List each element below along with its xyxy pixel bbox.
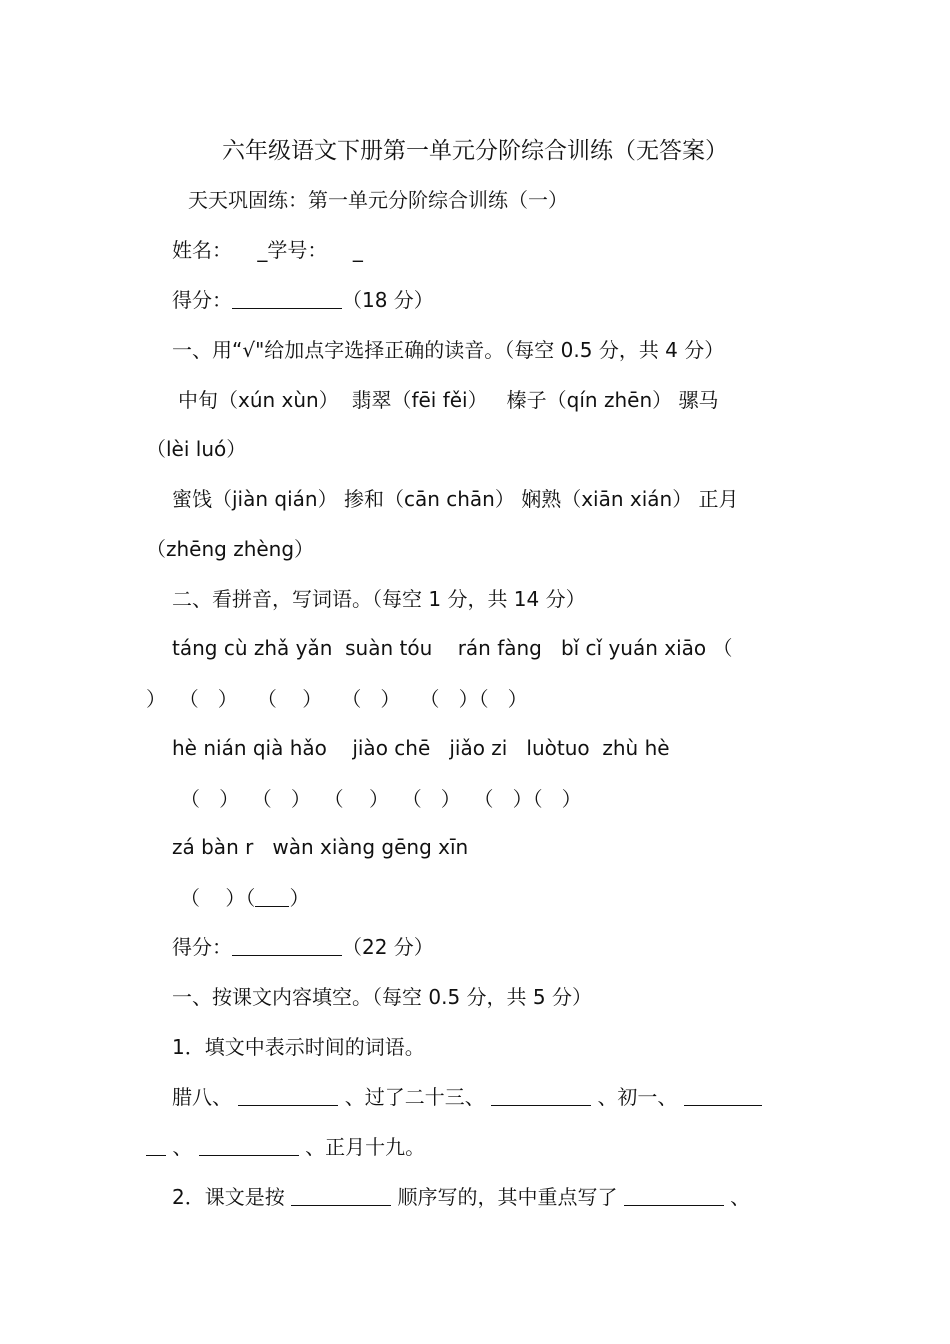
answer-blanks-row-1[interactable]: ） （ ） （ ） （ ） （ ）（ ） xyxy=(146,687,528,711)
fill-text: 腊八、 xyxy=(172,1085,232,1109)
section3-heading: 一、按课文内容填空。（每空 0.5 分，共 5 分） xyxy=(172,985,592,1009)
score-blank[interactable] xyxy=(232,286,342,309)
page-title: 六年级语文下册第一单元分阶综合训练（无答案） xyxy=(222,138,728,164)
score-points: （18 分） xyxy=(342,288,434,312)
question-1-fill-line-2 xyxy=(146,1133,425,1161)
fill-text: 、过了二十三、 xyxy=(344,1085,485,1109)
question-2 xyxy=(172,1183,750,1211)
fill-blank[interactable] xyxy=(491,1083,591,1106)
answer-blanks-row-3[interactable] xyxy=(180,884,309,912)
answer-blanks-row-2[interactable]: （ ） （ ） （ ） （ ） （ ）（ ） xyxy=(180,787,582,811)
pinyin-row-3: zá bàn r wàn xiàng gēng xīn xyxy=(172,835,469,859)
pronunciation-row-2-cont: （zhēng zhèng） xyxy=(146,537,315,561)
pronunciation-row-1: 中旬（xún xùn） 翡翠（fēi fěi） 榛子（qín zhēn） 骡马 xyxy=(178,388,719,412)
blank-open: （ ）（ xyxy=(180,886,256,910)
fill-blank[interactable] xyxy=(291,1183,391,1206)
score-line-2 xyxy=(172,933,434,961)
fill-text: 顺序写的，其中重点写了 xyxy=(397,1185,618,1209)
pronunciation-row-2: 蜜饯（jiàn qián） 掺和（cān chān） 娴熟（xiān xián） 正月 xyxy=(172,487,739,511)
fill-blank[interactable] xyxy=(624,1183,724,1206)
fill-blank[interactable] xyxy=(199,1133,299,1156)
fill-blank[interactable] xyxy=(238,1083,338,1106)
section2-heading: 二、看拼音，写词语。（每空 1 分，共 14 分） xyxy=(172,587,586,611)
score-points: （22 分） xyxy=(342,935,434,959)
fill-blank[interactable] xyxy=(146,1133,166,1156)
score-label: 得分： xyxy=(172,935,232,959)
fill-text: 2．课文是按 xyxy=(172,1185,285,1209)
fill-text: 、初一、 xyxy=(597,1085,678,1109)
question-1: 1．填文中表示时间的词语。 xyxy=(172,1035,425,1059)
name-student-id-line: 姓名： _学号： _ xyxy=(172,238,363,262)
pinyin-row-1: táng cù zhǎ yǎn suàn tóu rán fàng bǐ cǐ yuán xiāo （ xyxy=(172,636,733,660)
score-line-1 xyxy=(172,286,434,314)
fill-blank[interactable] xyxy=(684,1083,762,1106)
fill-text: 、 xyxy=(730,1185,751,1209)
pronunciation-row-1-cont: （lèi luó） xyxy=(146,437,247,461)
score-label: 得分： xyxy=(172,288,232,312)
section1-heading: 一、用“√"给加点字选择正确的读音。（每空 0.5 分，共 4 分） xyxy=(172,338,725,362)
subtitle: 天天巩固练：第一单元分阶综合训练（一） xyxy=(188,188,568,212)
fill-text: 、正月十九。 xyxy=(305,1135,426,1159)
pinyin-row-2: hè nián qià hǎo jiào chē jiǎo zi luòtuo zhù hè xyxy=(172,736,670,760)
fill-text: 、 xyxy=(172,1135,193,1159)
blank-close: ） xyxy=(289,886,310,910)
answer-blank[interactable] xyxy=(255,884,289,907)
question-1-fill-line xyxy=(172,1083,762,1111)
score-blank[interactable] xyxy=(232,933,342,956)
